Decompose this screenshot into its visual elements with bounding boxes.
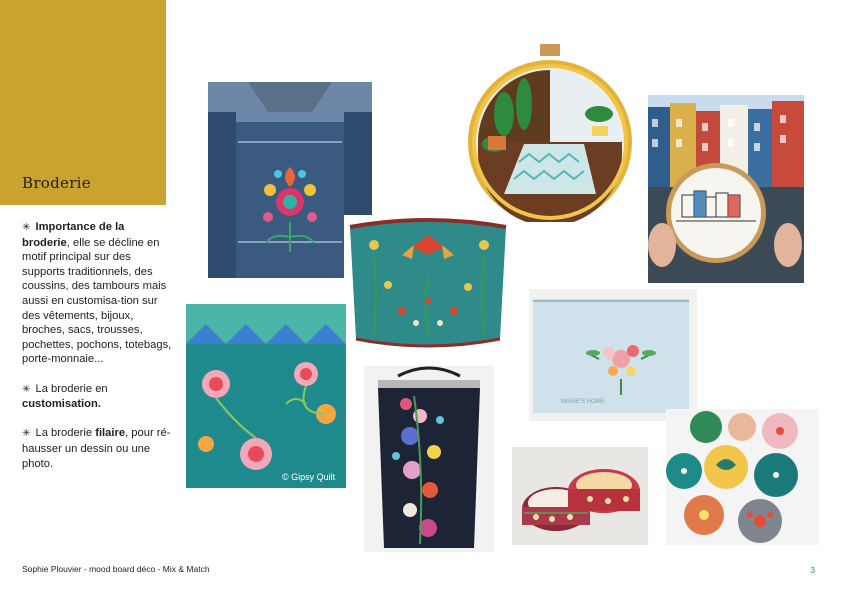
pouch-watermark: MARIE'S HOME	[561, 399, 605, 405]
footer-credit: Sophie Plouvier - mood board déco - Mix & Match	[22, 564, 210, 574]
paragraph-strong: Importance de la broderie	[22, 221, 125, 249]
paragraph-customisation	[22, 382, 172, 412]
paragraph-text: , pour ré-hausser un dessin ou une photo.	[22, 427, 171, 470]
paragraph-text: , elle se décline en motif principal sur des supports traditionnels, des coussins, des tambours mais aussi en customisa-tion sur des vêtements, bijoux, broches, sacs, trousses, pochettes, pochons, totebags, porte-monnaie...	[22, 236, 172, 366]
photo-watermark: © Gipsy Quilt	[282, 472, 336, 482]
photo-embroidered-cuff-bracelets	[512, 447, 648, 545]
photo-embroidered-buttons	[666, 409, 819, 545]
page-title: Broderie	[22, 174, 91, 192]
paragraph-filaire	[22, 426, 172, 471]
photo-teal-floral-embroidery	[186, 304, 346, 488]
asterisk-icon: ✳	[22, 383, 31, 395]
photo-embroidered-basket	[344, 215, 512, 351]
paragraph-strong: customisation.	[22, 398, 101, 411]
paragraph-strong: filaire	[95, 427, 126, 440]
asterisk-icon: ✳	[22, 428, 31, 440]
photo-embroidery-hoop-plants	[464, 44, 636, 222]
body-text	[22, 220, 172, 486]
photo-embroidered-pouch	[529, 289, 697, 421]
page-number: 3	[810, 565, 815, 575]
paragraph-text: La broderie	[35, 427, 96, 440]
paragraph-text: La broderie en	[35, 382, 108, 395]
asterisk-icon: ✳	[22, 222, 31, 233]
photo-city-embroidery-hoop	[648, 95, 804, 283]
photo-embroidered-bag	[364, 366, 494, 552]
paragraph-importance	[22, 220, 172, 367]
